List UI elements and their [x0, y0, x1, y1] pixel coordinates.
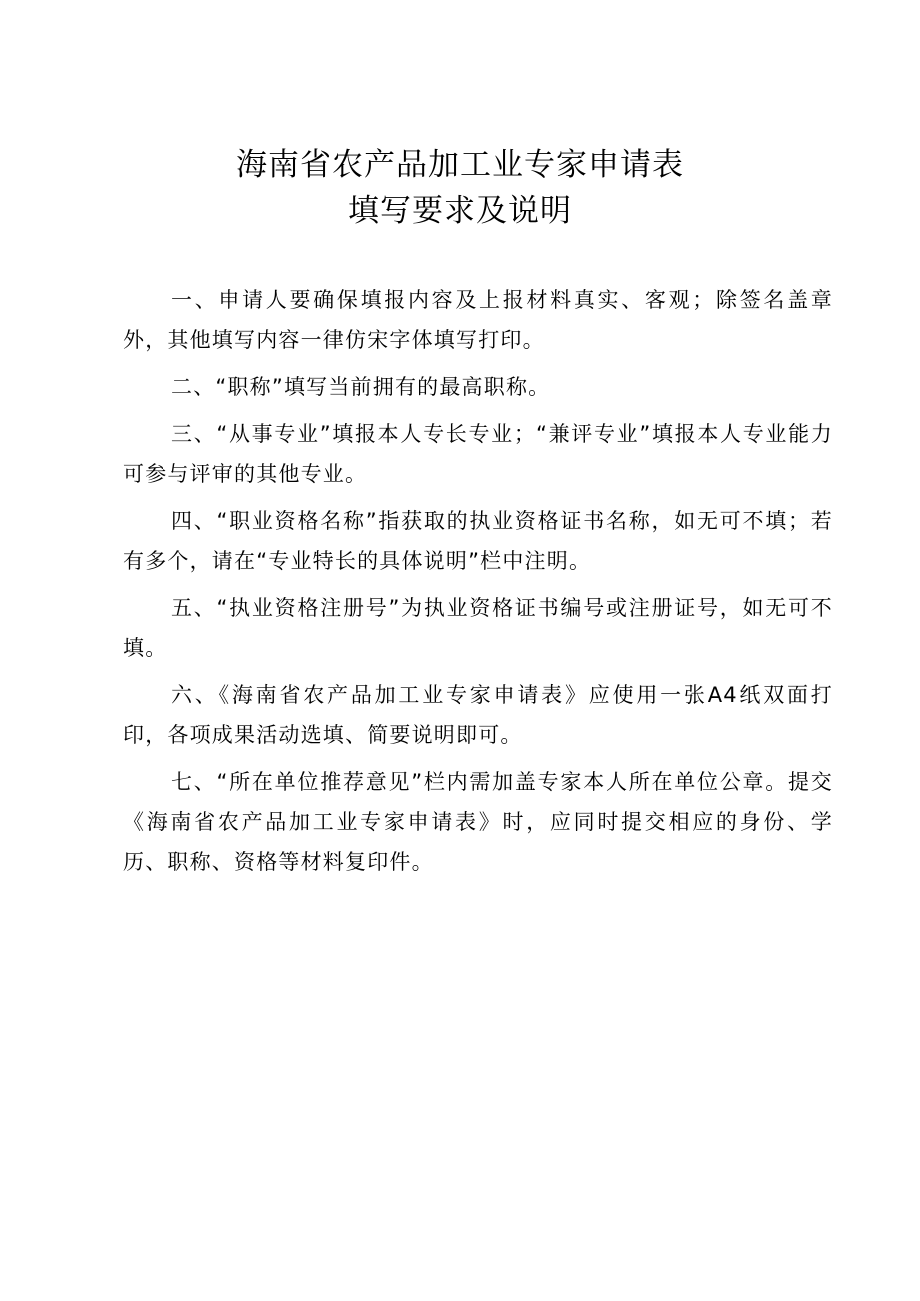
document-title [0, 142, 920, 234]
instruction-paragraph-7: 七、“所在单位推荐意见”栏内需加盖专家本人所在单位公章。提交《海南省农产品加工业专家申请表》时，应同时提交相应的身份、学历、职称、资格等材料复印件。 [123, 770, 833, 874]
instruction-paragraph-4: 四、“职业资格名称”指获取的执业资格证书名称，如无可不填；若有多个，请在“专业特长的具体说明”栏中注明。 [123, 509, 833, 573]
instructions-body [123, 280, 833, 889]
instruction-paragraph-5: 五、“执业资格注册号”为执业资格证书编号或注册证号，如无可不填。 [123, 596, 833, 660]
instruction-paragraph-1: 一、申请人要确保填报内容及上报材料真实、客观；除签名盖章外，其他填写内容一律仿宋字体填写打印。 [123, 288, 833, 352]
title-line-2: 填写要求及说明 [348, 193, 572, 229]
instruction-paragraph-2: 二、“职称”填写当前拥有的最高职称。 [171, 375, 551, 399]
instruction-paragraph-6: 六、《海南省农产品加工业专家申请表》应使用一张A4纸双面打印，各项成果活动选填、简要说明即可。 [123, 683, 833, 747]
instruction-paragraph-3: 三、“从事专业”填报本人专长专业；“兼评专业”填报本人专业能力可参与评审的其他专业。 [123, 422, 833, 486]
title-line-1: 海南省农产品加工业专家申请表 [236, 147, 684, 183]
